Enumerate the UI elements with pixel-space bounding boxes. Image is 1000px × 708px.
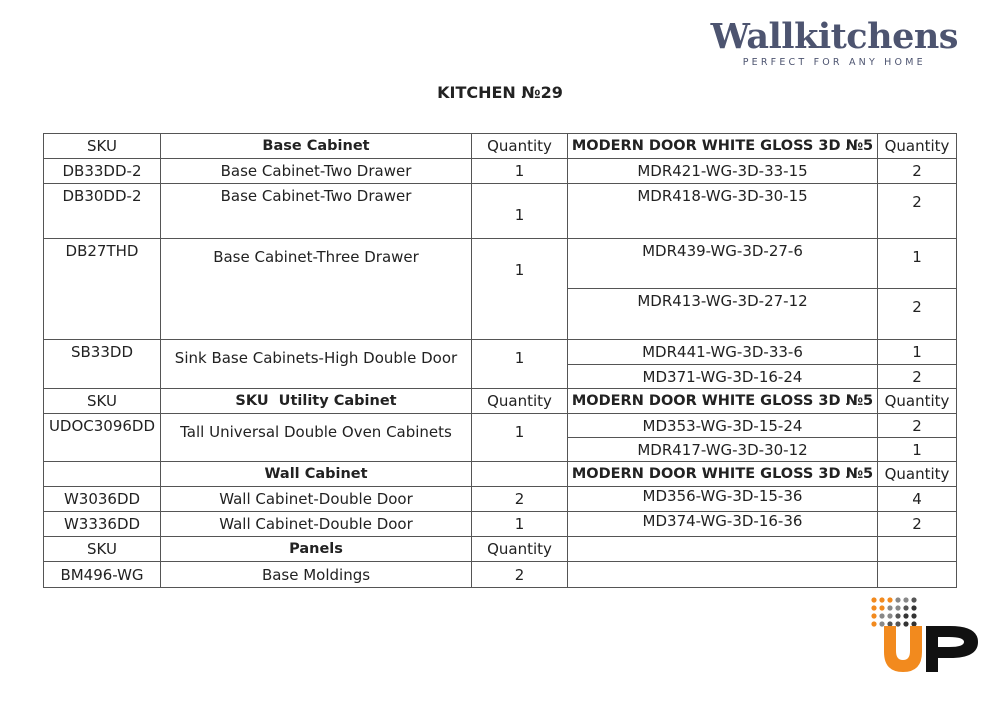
table-row-sku: UDOC3096DD xyxy=(43,413,161,462)
header-quantity: Quantity xyxy=(471,536,568,562)
header-sku: SKU xyxy=(43,536,161,562)
table-row-sku: DB33DD-2 xyxy=(43,158,161,184)
table-row-name: Sink Base Cabinets-High Double Door xyxy=(160,339,472,389)
door-qty: 1 xyxy=(877,437,957,462)
empty-cell xyxy=(877,561,957,588)
door-qty: 1 xyxy=(877,339,957,365)
empty-cell xyxy=(567,536,878,562)
header-quantity: Quantity xyxy=(471,388,568,414)
header-door-quantity: Quantity xyxy=(877,133,957,159)
letter-u xyxy=(884,626,922,672)
header-quantity-empty xyxy=(471,461,568,487)
table-row-sku: W3036DD xyxy=(43,486,161,512)
table-row-name: Base Moldings xyxy=(160,561,472,588)
table-row-qty: 1 xyxy=(471,413,568,462)
page-title: KITCHEN №29 xyxy=(437,83,563,102)
header-door: MODERN DOOR WHITE GLOSS 3D №5 xyxy=(567,388,878,414)
table-row-sku: DB27THD xyxy=(43,238,161,340)
header-sku-empty xyxy=(43,461,161,487)
door-sku: MDR441-WG-3D-33-6 xyxy=(567,339,878,365)
empty-cell xyxy=(567,561,878,588)
door-qty: 2 xyxy=(877,183,957,239)
table-row-qty: 2 xyxy=(471,486,568,512)
table-row-sku: BM496-WG xyxy=(43,561,161,588)
door-sku: MDR421-WG-3D-33-15 xyxy=(567,158,878,184)
table-row-qty: 1 xyxy=(471,238,568,340)
table-row-name: Base Cabinet-Two Drawer xyxy=(160,158,472,184)
door-qty: 2 xyxy=(877,158,957,184)
header-door: MODERN DOOR WHITE GLOSS 3D №5 xyxy=(567,461,878,487)
letter-p xyxy=(926,626,978,672)
table-row-qty: 1 xyxy=(471,339,568,389)
door-sku: MDR418-WG-3D-30-15 xyxy=(567,183,878,239)
brand-name: Wallkitchens xyxy=(710,16,958,57)
header-door-quantity: Quantity xyxy=(877,461,957,487)
table-row-qty: 2 xyxy=(471,561,568,588)
door-sku: MD371-WG-3D-16-24 xyxy=(567,364,878,389)
table-row-name: Base Cabinet-Three Drawer xyxy=(160,238,472,340)
door-sku: MDR417-WG-3D-30-12 xyxy=(567,437,878,462)
header-panels: Panels xyxy=(160,536,472,562)
header-base-cabinet: Base Cabinet xyxy=(160,133,472,159)
door-qty: 2 xyxy=(877,288,957,340)
header-utility-cabinet: SKU Utility Cabinet xyxy=(160,388,472,414)
table-row-name: Wall Cabinet-Double Door xyxy=(160,511,472,537)
table-row-sku: DB30DD-2 xyxy=(43,183,161,239)
dot-grid-icon xyxy=(871,597,916,626)
brand-logo xyxy=(711,18,958,68)
door-sku: MD374-WG-3D-16-36 xyxy=(567,511,878,537)
table-row-sku: W3336DD xyxy=(43,511,161,537)
table-row-name: Base Cabinet-Two Drawer xyxy=(160,183,472,239)
up-logo xyxy=(870,596,982,676)
door-sku: MDR413-WG-3D-27-12 xyxy=(567,288,878,340)
header-sku: SKU xyxy=(43,133,161,159)
door-qty: 2 xyxy=(877,511,957,537)
door-qty: 2 xyxy=(877,364,957,389)
door-sku: MDR439-WG-3D-27-6 xyxy=(567,238,878,289)
table-row-qty: 1 xyxy=(471,158,568,184)
header-sku: SKU xyxy=(43,388,161,414)
door-sku: MD356-WG-3D-15-36 xyxy=(567,486,878,512)
table-row-qty: 1 xyxy=(471,183,568,239)
header-quantity: Quantity xyxy=(471,133,568,159)
header-wall-cabinet: Wall Cabinet xyxy=(160,461,472,487)
header-door-quantity: Quantity xyxy=(877,388,957,414)
door-sku: MD353-WG-3D-15-24 xyxy=(567,413,878,438)
table-row-name: Tall Universal Double Oven Cabinets xyxy=(160,413,472,462)
brand-tagline: PERFECT FOR ANY HOME xyxy=(742,57,926,68)
door-qty: 4 xyxy=(877,486,957,512)
table-row-qty: 1 xyxy=(471,511,568,537)
door-qty: 1 xyxy=(877,238,957,289)
header-door: MODERN DOOR WHITE GLOSS 3D №5 xyxy=(567,133,878,159)
door-qty: 2 xyxy=(877,413,957,438)
table-row-name: Wall Cabinet-Double Door xyxy=(160,486,472,512)
table-row-sku: SB33DD xyxy=(43,339,161,389)
empty-cell xyxy=(877,536,957,562)
